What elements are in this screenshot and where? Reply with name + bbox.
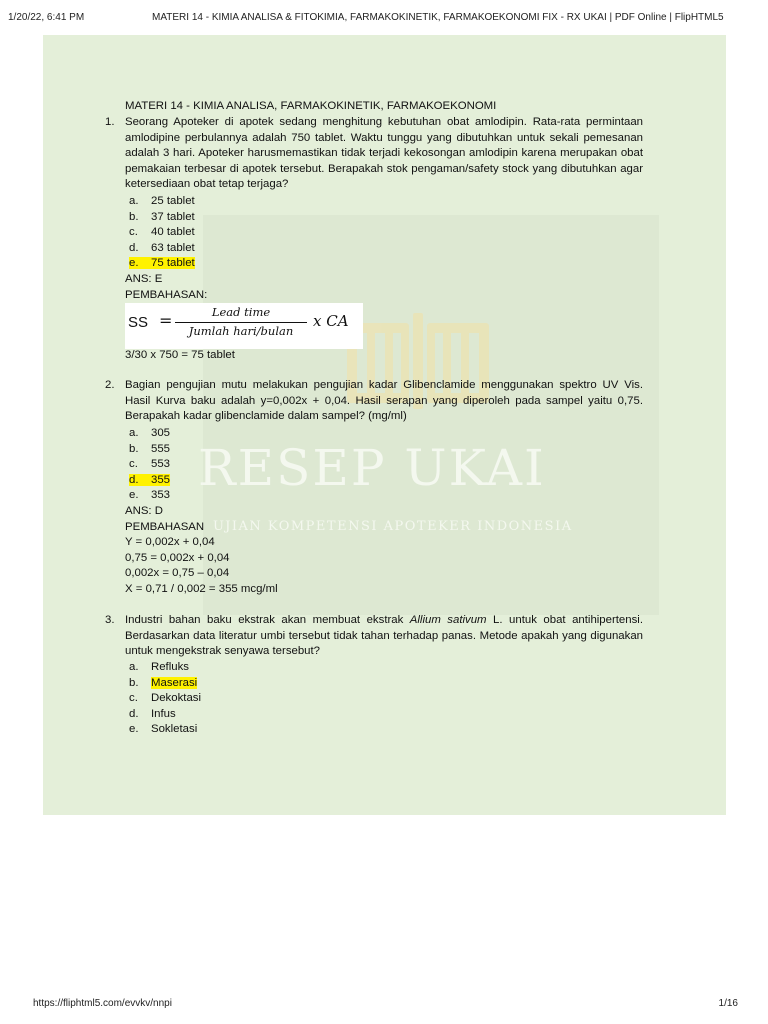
- watermark-subtitle: UJIAN KOMPETENSI APOTEKER INDONESIA: [213, 519, 573, 534]
- option-b[interactable]: b. 555: [129, 442, 171, 455]
- formula-fraction: [175, 305, 307, 340]
- question-number: 1.: [105, 116, 115, 128]
- question-text: Industri bahan baku ekstrak akan membuat ekstrak Allium sativum L. untuk obat antihipertensi. Berdasarkan data literatur umbi tersebut tidak tahan terhadap panas. Metode apakah yang digunakan untuk mengekstrak senyawa tersebut?: [125, 614, 643, 658]
- question-number: 3.: [105, 614, 115, 626]
- formula-numerator: Lead time: [211, 305, 271, 319]
- options-list: [129, 660, 201, 738]
- option-a[interactable]: a. 305: [129, 427, 171, 439]
- document-page: [43, 35, 726, 815]
- document-title: MATERI 14 - KIMIA ANALISA, FARMAKOKINETIK, FARMAKOEKONOMI: [125, 100, 497, 112]
- question-number: 2.: [105, 379, 115, 391]
- answer-1: ANS: E: [125, 273, 163, 285]
- option-c[interactable]: c. Dekoktasi: [129, 692, 202, 705]
- option-e-correct[interactable]: e. 75 tablet: [129, 257, 195, 270]
- print-datetime: 1/20/22, 6:41 PM: [8, 12, 85, 23]
- species-name: Allium sativum: [409, 614, 487, 626]
- option-d[interactable]: d. 63 tablet: [129, 241, 195, 254]
- answer-2: ANS: D: [125, 505, 163, 517]
- safety-stock-formula: [125, 303, 363, 349]
- explanation-label-2: PEMBAHASAN: [125, 521, 205, 533]
- option-a[interactable]: a. Refluks: [129, 661, 189, 673]
- print-page-title: MATERI 14 - KIMIA ANALISA & FITOKIMIA, FARMAKOKINETIK, FARMAKOEKONOMI FIX - RX UKAI | PDF Online | FlipHTML5: [152, 12, 724, 23]
- options-list: [129, 426, 170, 504]
- option-c[interactable]: c. 553: [129, 458, 171, 471]
- page-counter: 1/16: [718, 998, 738, 1009]
- options-list: [129, 194, 195, 272]
- option-b-correct[interactable]: b. Maserasi: [129, 676, 198, 689]
- question-text: Seorang Apoteker di apotek sedang menghitung kebutuhan obat amlodipin. Rata-rata permintaan amlodipine perbulannya adalah 750 tablet. Waktu tunggu yang dibutuhkan untuk sekali pemesanan adalah 3 hari. Apoteker harusmemastikan tidak terjadi kekosongan amlodipin karena merupakan obat pemakaian terbesar di apotek tersebut. Berapakah stok pengaman/safety stock yang dibutuhkan agar ketersediaan obat tetap terjaga?: [125, 116, 643, 191]
- explanation-label-1: PEMBAHASAN:: [125, 289, 208, 301]
- option-e[interactable]: e. Sokletasi: [129, 723, 198, 736]
- solution-2-line-2: 0,75 = 0,002x + 0,04: [125, 552, 230, 564]
- watermark-title: RESEP UKAI: [198, 439, 546, 497]
- option-c[interactable]: c. 40 tablet: [129, 226, 195, 239]
- solution-2-line-1: Y = 0,002x + 0,04: [125, 536, 215, 548]
- formula-lhs: SS: [128, 314, 149, 331]
- option-b[interactable]: b. 37 tablet: [129, 210, 195, 223]
- solution-1-line-1: 3/30 x 750 = 75 tablet: [125, 349, 235, 361]
- formula-denominator: Jumlah hari/bulan: [188, 324, 294, 338]
- print-url: https://fliphtml5.com/evvkv/nnpi: [33, 998, 172, 1009]
- solution-2-line-4: X = 0,71 / 0,002 = 355 mcg/ml: [125, 583, 278, 595]
- option-d-correct[interactable]: d. 355: [129, 473, 171, 486]
- option-d[interactable]: d. Infus: [129, 707, 176, 720]
- solution-2-line-3: 0,002x = 0,75 – 0,04: [125, 567, 230, 579]
- option-e[interactable]: e. 353: [129, 489, 171, 502]
- formula-multiplier: x CA: [313, 312, 349, 330]
- option-a[interactable]: a. 25 tablet: [129, 195, 195, 207]
- formula-equals: =: [159, 311, 173, 330]
- question-text: Bagian pengujian mutu melakukan pengujian kadar Glibenclamide menggunakan spektro UV Vis. Hasil Kurva baku adalah y=0,002x + 0,04. Hasil serapan yang diperoleh pada sampel yaitu 0,75. Berapakah kadar glibenclamide dalam sampel? (mg/ml): [125, 379, 643, 423]
